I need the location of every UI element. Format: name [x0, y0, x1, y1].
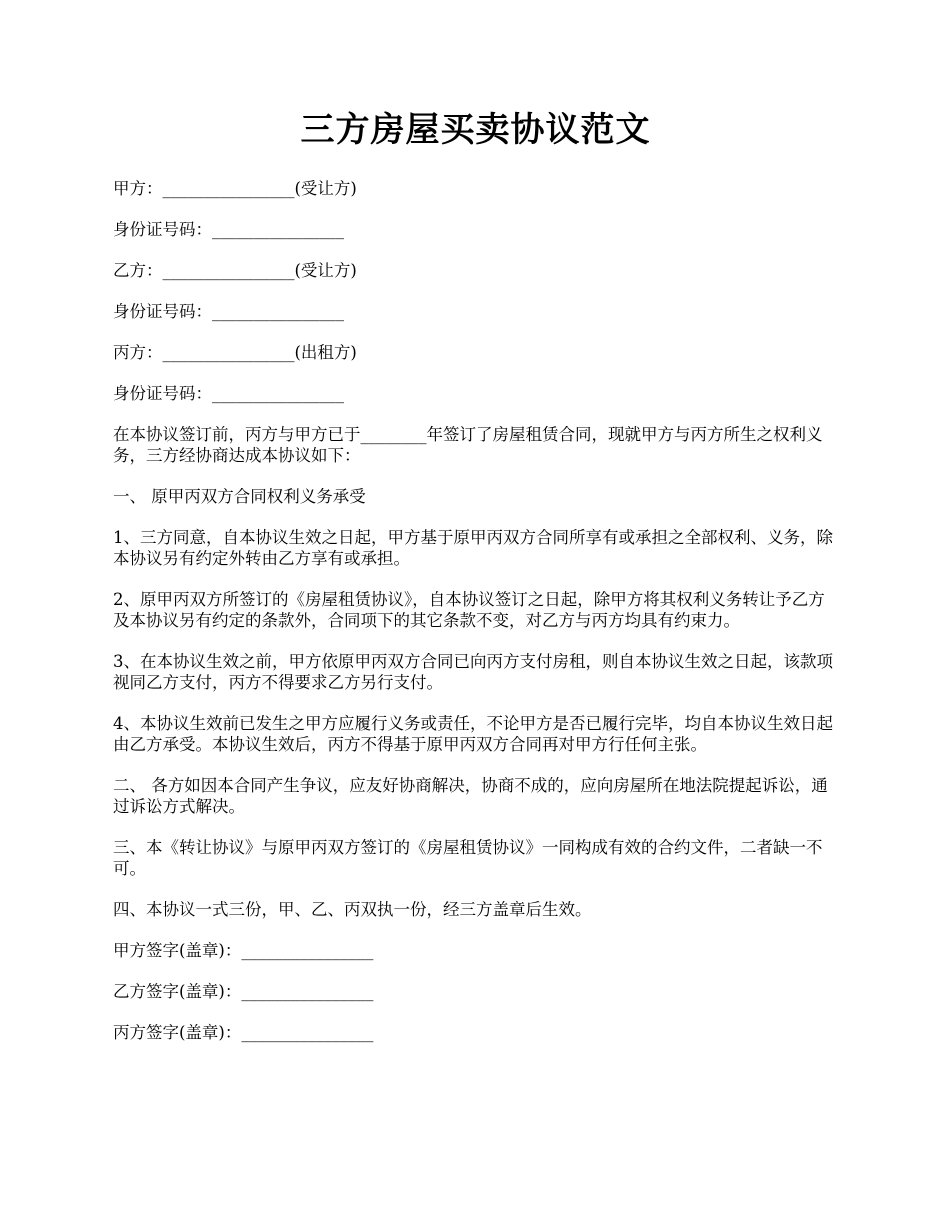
section-3: 三、本《转让协议》与原甲丙双方签订的《房屋租赁协议》一同构成有效的合约文件，二者缺一不可。 — [113, 838, 823, 878]
intro-paragraph: 在本协议签订前，丙方与甲方已于________年签订了房屋租赁合同，现就甲方与丙方所生之权利义务，三方经协商达成本协议如下： — [113, 425, 823, 465]
party-a-field: 甲方：________________(受让方) — [113, 179, 357, 198]
clause-1: 1、三方同意，自本协议生效之日起，甲方基于原甲丙双方合同所享有或承担之全部权利、义务，除本协议另有约定外转由乙方享有或承担。 — [113, 528, 833, 568]
party-c-field: 丙方：________________(出租方) — [113, 343, 357, 362]
party-a-signature: 甲方签字(盖章)：________________ — [113, 941, 374, 960]
party-a-id-field: 身份证号码：________________ — [113, 220, 344, 239]
clause-2: 2、原甲丙双方所签订的《房屋租赁协议》，自本协议签订之日起，除甲方将其权利义务转让予乙方及本协议另有约定的条款外，合同项下的其它条款不变，对乙方与丙方均具有约束力。 — [113, 590, 825, 630]
party-b-id-field: 身份证号码：________________ — [113, 302, 344, 321]
section-1-heading: 一、 原甲丙双方合同权利义务承受 — [113, 487, 366, 506]
document-title: 三方房屋买卖协议范文 — [300, 110, 651, 150]
party-c-id-field: 身份证号码：________________ — [113, 384, 344, 403]
clause-3: 3、在本协议生效之前，甲方依原甲丙双方合同已向丙方支付房租，则自本协议生效之日起，该款项视同乙方支付，丙方不得要求乙方另行支付。 — [113, 652, 833, 692]
party-c-signature: 丙方签字(盖章)：________________ — [113, 1023, 374, 1042]
section-2: 二、 各方如因本合同产生争议，应友好协商解决，协商不成的，应向房屋所在地法院提起诉讼，通过诉讼方式解决。 — [113, 776, 828, 816]
party-b-field: 乙方：________________(受让方) — [113, 261, 357, 280]
party-b-signature: 乙方签字(盖章)：________________ — [113, 982, 374, 1001]
section-4: 四、本协议一式三份，甲、乙、丙双执一份，经三方盖章后生效。 — [113, 900, 592, 919]
clause-4: 4、本协议生效前已发生之甲方应履行义务或责任，不论甲方是否已履行完毕，均自本协议生效日起由乙方承受。本协议生效后，丙方不得基于原甲丙双方合同再对甲方行任何主张。 — [113, 714, 833, 754]
